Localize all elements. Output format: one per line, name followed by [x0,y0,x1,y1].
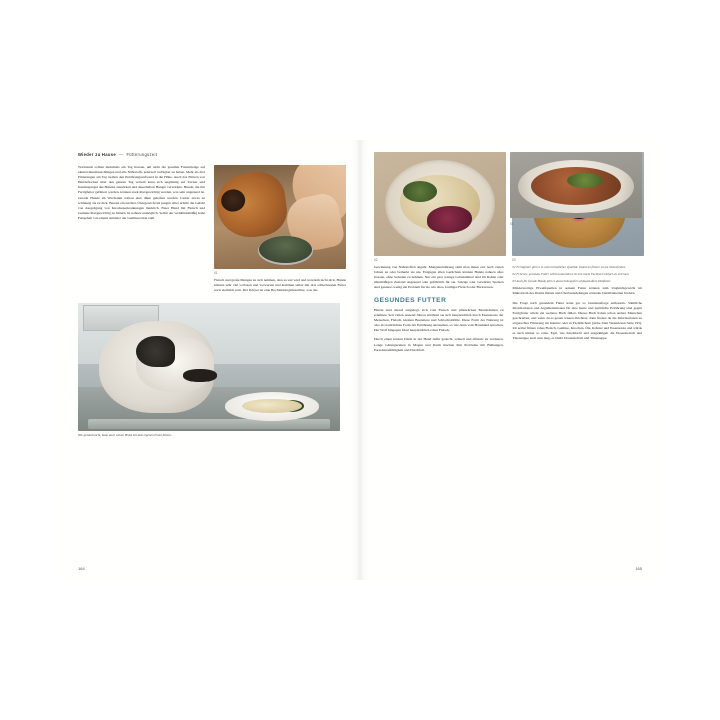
running-head-section: Fütterungszeit [126,152,158,157]
book-spread [58,140,662,580]
left-page-columns [78,165,346,297]
folio-right: 165 [635,566,642,571]
left-col-2 [214,165,346,297]
right-col1-paragraph-body: Hunde sind darauf ausgelegt, sich vom Fleisch und pflanzlichen Bestandteilen zu ernähren. Seit vielen tausend Jahren ernähren sie sich hauptsächlich durch Essensreste der Menschen, Fleisch, kleinen Beutetiere und Schlachtabfälle. Diese Form der Nahrung ist also als natürlichste Form der Ernährung anzusehen, so wie denn vom Haushund sprechen. Der Wolf hingegen frisst hauptsächlich rohes Fleisch. [374,307,504,333]
running-head-chapter: Wieder zu Hause [78,152,116,157]
right-col1-paragraph-top: Gewinnung von Nährstoffen angeht. Mangelernährung sieht man ihnen erst nach vielen Jahren an oder bemerkt sie nie. Entgegen allen Gerüchten können Hunde nahezu alles fressen, ohne Schaden zu nehmen. Nur ein paar wenige Lebensmittel sind im Rohen oder übermäßigen Zustand ungesund oder gefährlich für sie. Salzige oder Gewürzte Speisen sind genauso wenig ein Problem für sie wie altes, faulliges Fleisch oder Backwaren. [374,264,504,289]
right-col2-paragraph-b: Die Frage nach gesundem Futter kann gar so Glaubensfrage entfesseln. Sämtliche Informationen und Argumentationen für eine heute und natürliche Ernährung sind gegen Fertigfutter würde ein weiteres Buch füllen. Dieses Buch haben schon andere Menschen geschrieben, und wenn du es genau wissen möchtest, dann findest du die Informationen zu artgerechter Fütterung im Internet oder in Fachbüchern (siehe Zum Weiterlesen Seite 195). Ich selbst füttere rohes Fleisch, Gemüse, Knochen, Öle, Kräuter und Essensreste und würde es auch immer so raten. Egal, wie durchdacht und ausgeklügelt die Dosensteiveli und Tütensuppe auch sein mag, es bleibt Dosensteiveli und Tütensuppe. [512,300,642,341]
left-page [58,140,360,580]
right-col-1 [374,265,504,357]
right-page-columns [374,265,642,357]
caption-03: 03 Auch für fressde Hunde gibt es abwechslungsfrei schlagsmußere Diätfutter. [512,279,611,284]
right-page [360,140,662,580]
left-col2-paragraph: Fleisch und große Mengen zu sich nehmen, dass es satt wird und trotzdem nicht dick. Hunde können sehr viel vorlaxen und vorwerten und kommen selbst mit drei schlechtesten Futter noch ziemlich weit. Der Körper ist eine Hochleistungsmaschine, was das [214,277,346,292]
photo-02-number: 02 [374,257,378,262]
caption-01: 01 Fertigfutter gibt es in unterschiedlicher Qualität. Damit an füttern ist am lebensfrohen. [512,264,626,269]
folio-left: 164 [78,566,85,571]
photo-bowl-of-food [510,152,642,218]
running-head [78,152,346,157]
section-title-gesundes-futter: GESUNDES FUTTER [374,296,447,304]
left-col-1 [78,165,205,297]
caption-02: 02 Frisches, gesundes Futter selbst auszurühren ist mit einem Fachbuch einfach zu erlernen. [512,271,630,276]
photo-plate-of-food [374,152,506,256]
photo-03-number: 03 [512,257,516,262]
photo-dog-eating-from-bowl [214,165,346,269]
photo-dog-at-table [78,303,340,431]
running-head-separator: — [118,152,124,157]
photo-04-number: 04 [510,221,514,226]
right-col2-paragraph-a: Minderwertige Eiweißquellen in seinem Futter können zum Ungleichgewicht im Mikrobiom des Darms führen und Überbesiedelungen nötender Darmbakterien fördern. [512,286,642,296]
right-col-2 [513,265,643,357]
left-col1-paragraph: Wachstum sollten mehrmals am Tag fressen, um nicht die gesamte Futtermenge auf einmal hineinzuschlingen und alle Nährstoffe jederzeit verfügbar zu haben. Mehr als drei Fütterungen am Tag treiben den Ernährungsaufwand in die Höhe. Auch das Füttern von Hundeflocken über den ganzen Tag verteilt kann sich ungünstig auf Zucker und Insulinspiegel des Hundes auswirken und dauerhaften Hunger verstärken. Hunde, die mit Fertigfutter gefüttert werden, können stark übergewichtig werden, was sehr ungesund ist. Gerade Hunde im Wachstum sollten eher dünn gehalten werden. Lieber etwas zu schlaksig als zu dick. Bereits ein leichtes Übergewicht im jungen Alter erhöht die Gefahr von Ausprägung von Knochenerkrankungen merklich. Einer Hund mit Fleisch und Gemüse übergewichtig zu füttern, ist nahezu unmöglich. Selbst der verhältnismäßig hohe Fettgehalt von einem Anbieter der Gemüseration zum [78,165,205,220]
right-col1-paragraph-end: Durch einen kurzen Darm in der Hund dafür gedacht, schnell und effektiv zu verdauen. Lange Gärungszeiten in Magen und Darm machen ihm Probleme mit Blähungen, Parasitenanfälligkeit und Durchfall. [374,337,504,352]
big-photo-caption: Wie gesund kocht, kann auch seinen Hund mit dem eigenen Essen füttern. [78,433,172,438]
photo-01-number: 01 [214,270,218,275]
